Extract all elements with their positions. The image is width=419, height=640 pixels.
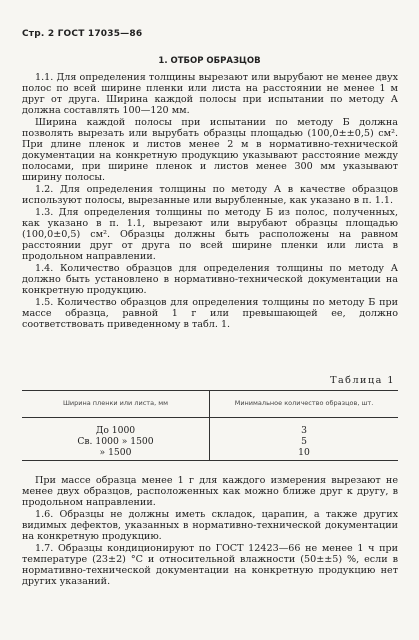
- data-table: [22, 390, 398, 460]
- table-row: [22, 425, 398, 435]
- table-caption: Таблица 1: [330, 375, 395, 386]
- paragraph: 1.5. Количество образцов для определения толщины по методу Б при массе образца, равной 1 г или превышающей ее, должно соответствовать приведенному в табл. 1.: [22, 297, 398, 330]
- table-bottom-rule: [22, 460, 398, 461]
- table-cell-width: » 1500: [99, 447, 132, 458]
- paragraph: 1.3. Для определения толщины по методу Б из полос, полученных, как указано в п. 1.1, вырезают или вырубают образцы площадью (100,0±0,5) см². Образцы должны быть расположены на равном расстоянии друг от друга по всей ширине пленки или листа в продольном направлении.: [22, 207, 398, 262]
- page-header: Стр. 2 ГОСТ 17035—86: [22, 29, 143, 39]
- table-row: [22, 436, 398, 446]
- table-header-count: Минимальное количество образцов, шт.: [234, 399, 374, 407]
- section-title: 1. ОТБОР ОБРАЗЦОВ: [158, 56, 261, 66]
- paragraph: При массе образца менее 1 г для каждого измерения вырезают не менее двух образцов, расположенных как можно ближе друг к другу, в продольном направлении.: [22, 475, 398, 508]
- paragraph: 1.1. Для определения толщины вырезают или вырубают не менее двух полос по всей ширине пленки или листа на расстоянии не менее 1 м друг от друга. Ширина каждой полосы при испытании по методу А должна составлять 100—120 мм.: [22, 72, 398, 116]
- table-header-width: Ширина пленки или листа, мм: [62, 399, 169, 407]
- paragraph: 1.7. Образцы кондиционируют по ГОСТ 12423—66 не менее 1 ч при температуре (23±2) °С и относительной влажности (50±±5) %, если в нормативно-технической документации на конкретную продукцию нет других указаний.: [22, 543, 398, 587]
- paragraph: 1.6. Образцы не должны иметь складок, царапин, а также других видимых дефектов, указанных в нормативно-технической документации на конкретную продукцию.: [22, 509, 398, 542]
- body-text-top: [22, 72, 398, 331]
- paragraph: 1.4. Количество образцов для определения толщины по методу А должно быть установлено в нормативно-технической документации на конкретную продукцию.: [22, 263, 398, 296]
- table-header-rule: [22, 417, 398, 418]
- table-cell-width: До 1000: [95, 425, 136, 436]
- table-row: [22, 447, 398, 457]
- body-text-bottom: [22, 475, 398, 588]
- table-cell-width: Св. 1000 » 1500: [77, 436, 154, 447]
- paragraph: Ширина каждой полосы при испытании по методу Б должна позволять вырезать или вырубать образцы площадью (100,0±±0,5) см². При длине пленок и листов менее 2 м в нормативно-технической документации на конкретную продукцию указывают расстояние между полосами, при ширине пленок и листов менее 300 мм указывают ширину полосы.: [22, 117, 398, 183]
- paragraph: 1.2. Для определения толщины по методу А в качестве образцов используют полосы, вырезанные или вырубленные, как указано в п. 1.1.: [22, 184, 398, 206]
- table-top-rule: [22, 390, 398, 391]
- table-cell-count: 5: [301, 436, 307, 447]
- table-cell-count: 10: [298, 447, 310, 458]
- table-cell-count: 3: [301, 425, 307, 436]
